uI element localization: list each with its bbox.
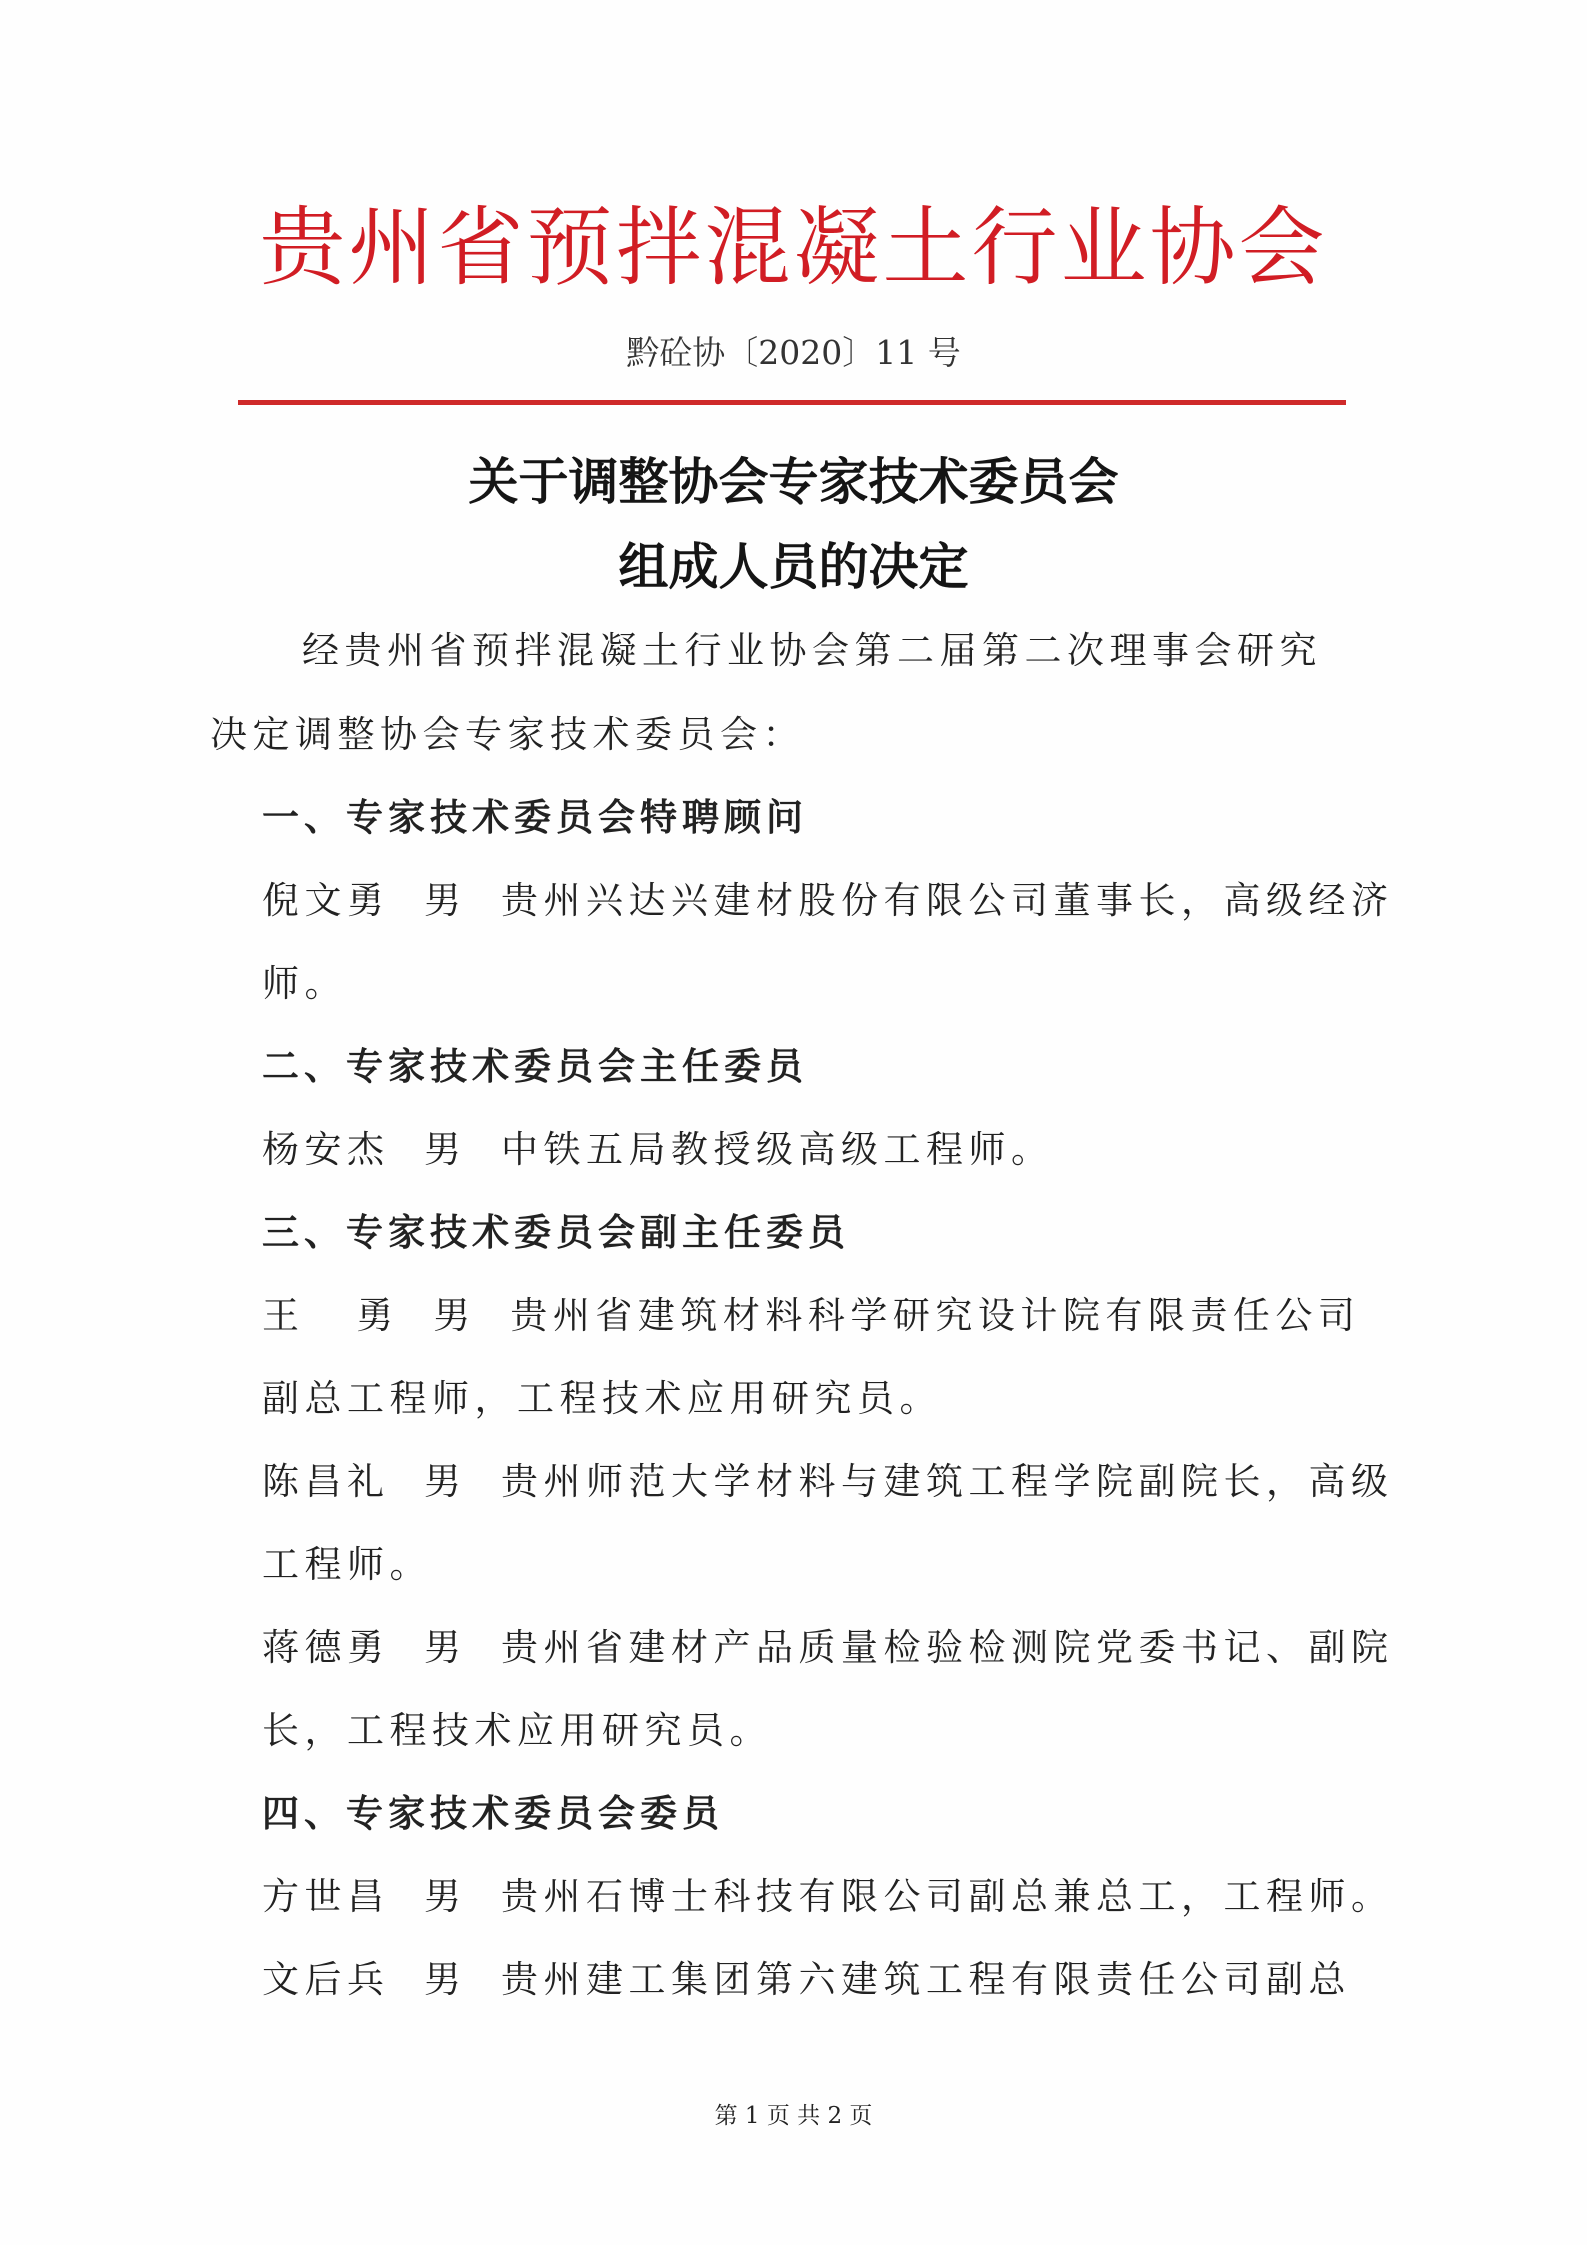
section-4-line-1: 方世昌 男 贵州石博士科技有限公司副总兼总工，工程师。 <box>262 1875 1394 1918</box>
section-2-line-1: 杨安杰 男 中铁五局教授级高级工程师。 <box>262 1128 1054 1171</box>
intro-line-1: 经贵州省预拌混凝土行业协会第二届第二次理事会研究 <box>302 629 1322 672</box>
section-3-line-5: 蒋德勇 男 贵州省建材产品质量检验检测院党委书记、副院 <box>262 1626 1394 1669</box>
document-title-line-1: 关于调整协会专家技术委员会 <box>468 453 1119 511</box>
section-3-line-4: 工程师。 <box>262 1543 432 1586</box>
section-1-heading: 一、专家技术委员会特聘顾问 <box>262 796 808 839</box>
section-3-line-2: 副总工程师，工程技术应用研究员。 <box>262 1377 942 1420</box>
org-header-title: 贵州省预拌混凝土行业协会 <box>259 198 1328 298</box>
intro-line-2: 决定调整协会专家技术委员会： <box>210 713 805 756</box>
section-4-heading: 四、专家技术委员会委员 <box>262 1792 724 1835</box>
red-header-rule <box>238 400 1346 405</box>
section-4-line-2: 文后兵 男 贵州建工集团第六建筑工程有限责任公司副总 <box>262 1958 1352 2001</box>
page-footer: 第 1 页 共 2 页 <box>714 2103 873 2129</box>
section-2-heading: 二、专家技术委员会主任委员 <box>262 1045 808 1088</box>
section-3-line-6: 长，工程技术应用研究员。 <box>262 1709 772 1752</box>
section-3-line-3: 陈昌礼 男 贵州师范大学材料与建筑工程学院副院长，高级 <box>262 1460 1394 1503</box>
section-1-line-1: 倪文勇 男 贵州兴达兴建材股份有限公司董事长，高级经济 <box>262 879 1394 922</box>
section-1-line-2: 师。 <box>262 962 347 1005</box>
section-3-line-1: 王 勇 男 贵州省建筑材料科学研究设计院有限责任公司 <box>262 1294 1361 1337</box>
document-number: 黔砼协〔2020〕11 号 <box>626 333 961 372</box>
document-title-line-2: 组成人员的决定 <box>618 538 969 596</box>
section-3-heading: 三、专家技术委员会副主任委员 <box>262 1211 850 1254</box>
